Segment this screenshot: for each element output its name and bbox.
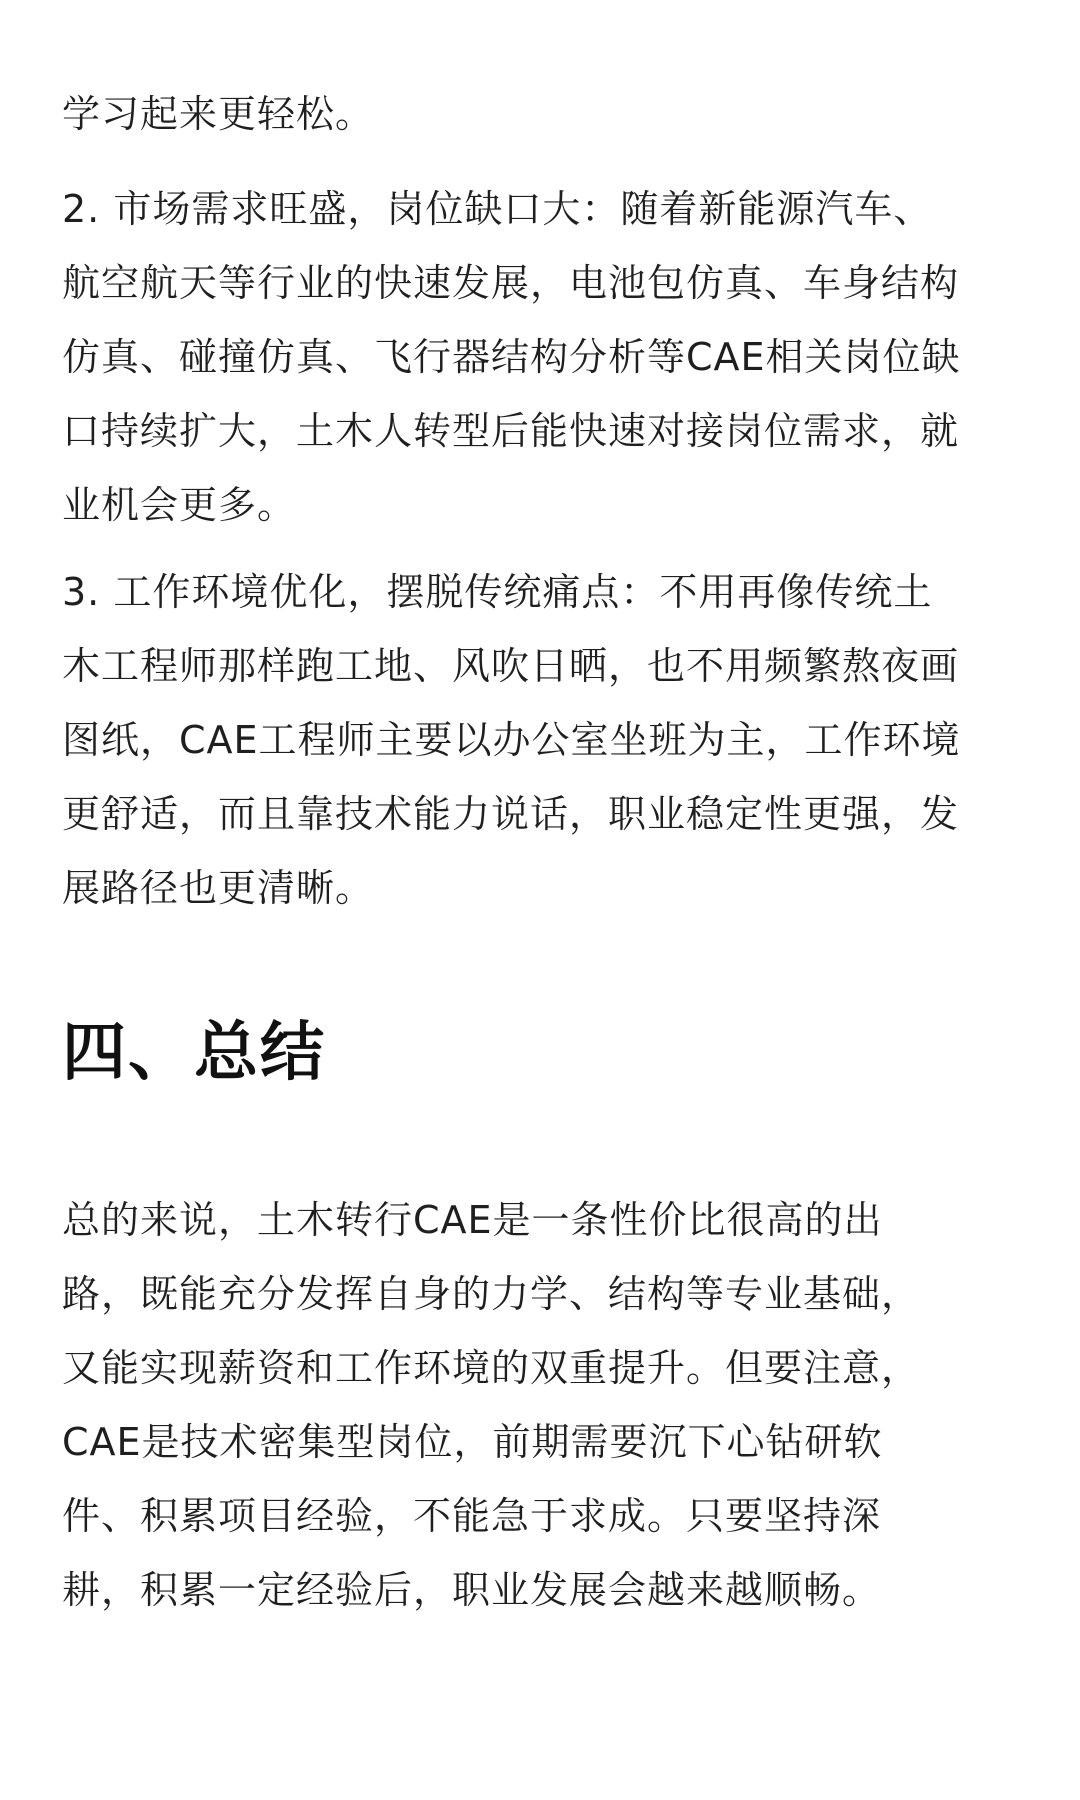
summary-paragraph: 总的来说，土木转行CAE是一条性价比很高的出 路，既能充分发挥自身的力学、结构等专业基础， 又能实现薪资和工作环境的双重提升。但要注意， CAE是技术密集型岗位，前期需要沉下心钻研软 件、积累项目经验，不能急于求成。只要坚持深 耕，积累一定经验后，职业发展会越来越顺畅。 bbox=[62, 1198, 921, 1612]
point-2-paragraph: 2. 市场需求旺盛，岗位缺口大：随着新能源汽车、 航空航天等行业的快速发展，电池包仿真、车身结构 仿真、碰撞仿真、飞行器结构分析等CAE相关岗位缺 口持续扩大，土木人转型后能快速对接岗位需求，就 业机会更多。 bbox=[62, 187, 961, 527]
section-heading-summary: 四、总结 bbox=[62, 1016, 326, 1090]
point-3-paragraph: 3. 工作环境优化，摆脱传统痛点：不用再像传统土 木工程师那样跑工地、风吹日晒，也不用频繁熬夜画 图纸，CAE工程师主要以办公室坐班为主，工作环境 更舒适，而且靠技术能力说话，职业稳定性更强，发 展路径也更清晰。 bbox=[62, 570, 961, 910]
continued-paragraph: 学习起来更轻松。 bbox=[62, 92, 375, 136]
